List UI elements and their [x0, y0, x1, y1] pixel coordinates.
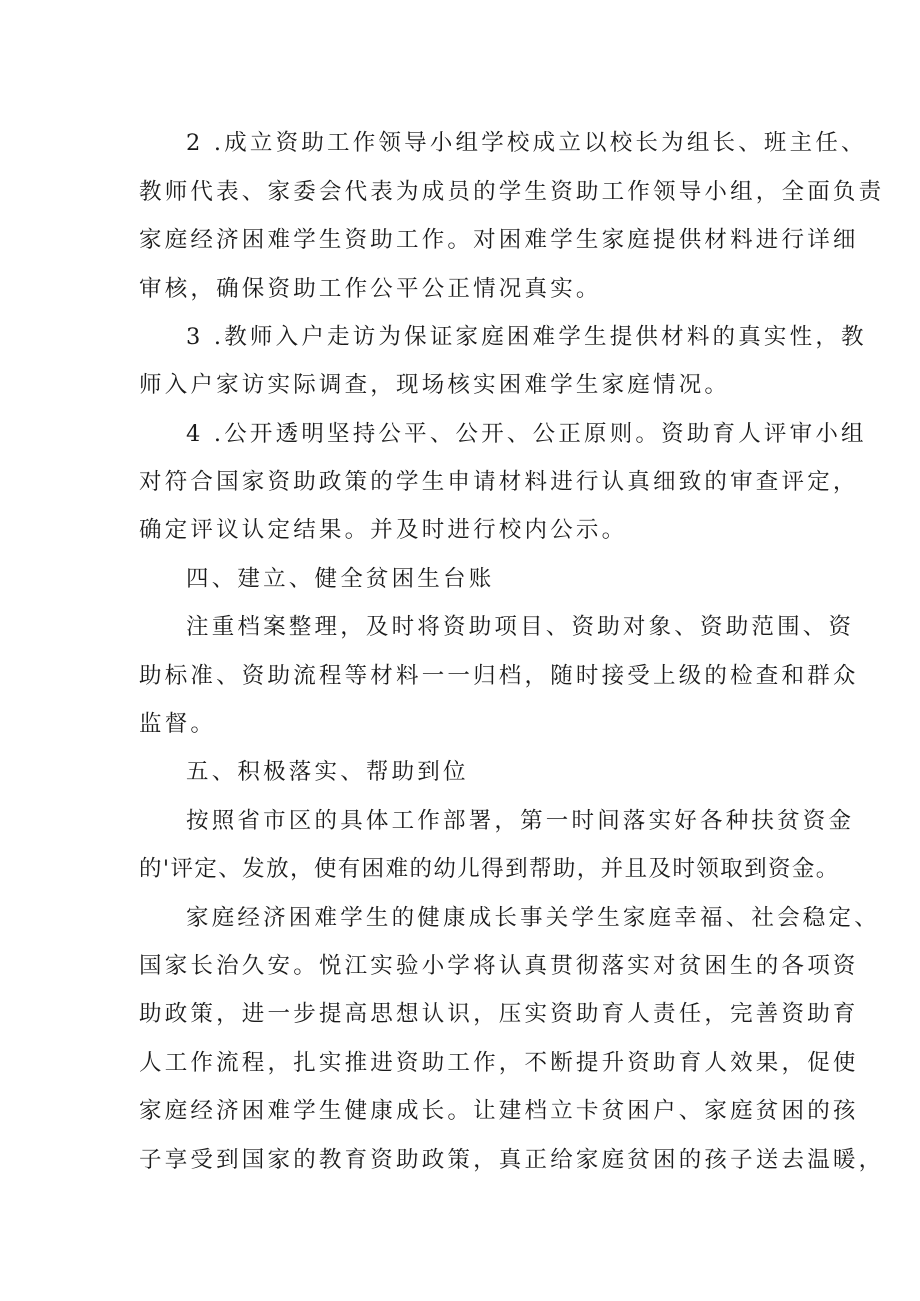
- text-line: 确定评议认定结果。并及时进行校内公示。: [139, 517, 628, 543]
- text-line: 子享受到国家的教育资助政策，真正给家庭贫困的孩子送去温暖，: [139, 1147, 885, 1173]
- text-line: 家庭经济困难学生资助工作。对困难学生家庭提供材料进行详细: [139, 227, 859, 253]
- text-line: 对符合国家资助政策的学生申请材料进行认真细致的审查评定，: [139, 469, 859, 495]
- text-line: 人工作流程，扎实推进资助工作，不断提升资助育人效果，促使: [139, 1050, 859, 1076]
- section-heading: 五、积极落实、帮助到位: [186, 759, 469, 785]
- section-heading: 四、建立、健全贫困生台账: [186, 566, 495, 592]
- text-line: 按照省市区的具体工作部署，第一时间落实好各种扶贫资金: [186, 808, 855, 834]
- text-line: 国家长治久安。悦江实验小学将认真贯彻落实对贫困生的各项资: [139, 953, 859, 979]
- text-line: 监督。: [139, 711, 217, 737]
- text-line: 3 .教师入户走访为保证家庭困难学生提供材料的真实性，教: [186, 324, 867, 350]
- text-line: 家庭经济困难学生健康成长。让建档立卡贫困户、家庭贫困的孩: [139, 1098, 859, 1124]
- text-line: 师入户家访实际调查，现场核实困难学生家庭情况。: [139, 372, 731, 398]
- text-line: 的'评定、发放，使有困难的幼儿得到帮助，并且及时领取到资金。: [139, 856, 840, 882]
- text-line: 家庭经济困难学生的健康成长事关学生家庭幸福、社会稳定、: [186, 905, 880, 931]
- text-line: 教师代表、家委会代表为成员的学生资助工作领导小组，全面负责: [139, 179, 885, 205]
- text-line: 注重档案整理，及时将资助项目、资助对象、资助范围、资: [186, 614, 855, 640]
- text-line: 4 .公开透明坚持公平、公开、公正原则。资助育人评审小组: [186, 421, 867, 447]
- text-line: 助标准、资助流程等材料一一归档，随时接受上级的检查和群众: [139, 663, 859, 689]
- text-line: 2 .成立资助工作领导小组学校成立以校长为组长、班主任、: [186, 130, 867, 156]
- text-line: 审核，确保资助工作公平公正情况真实。: [139, 276, 602, 302]
- text-line: 助政策，进一步提高思想认识，压实资助育人责任，完善资助育: [139, 1001, 859, 1027]
